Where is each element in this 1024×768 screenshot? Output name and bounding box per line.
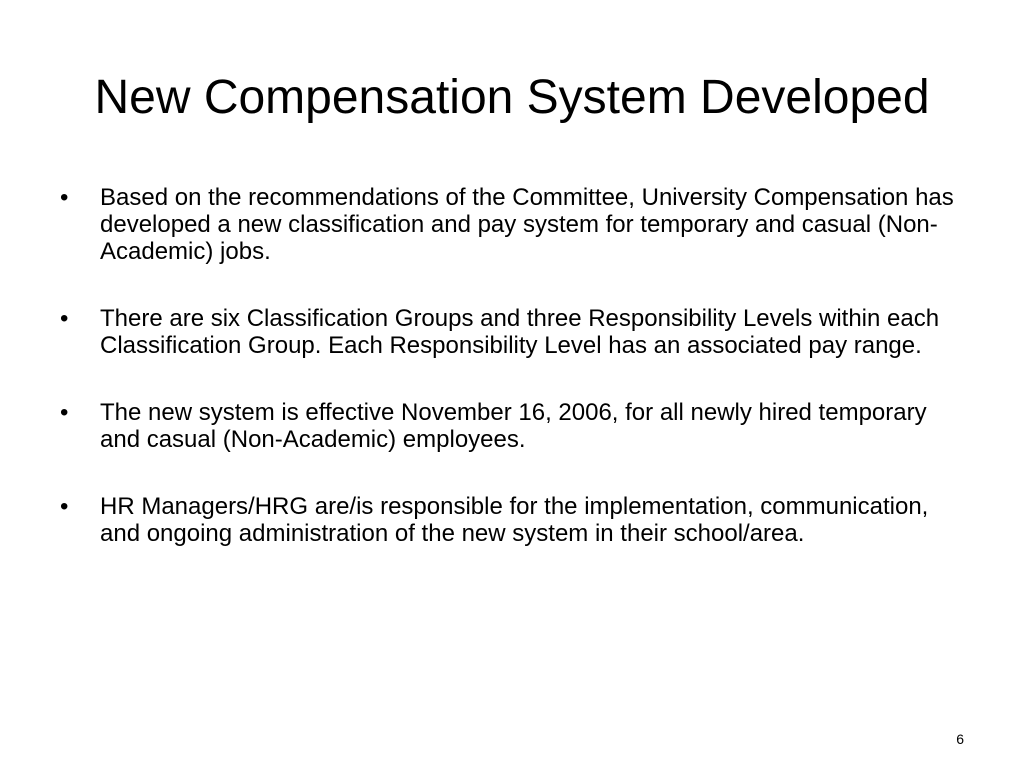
- bullet-symbol: •: [60, 305, 69, 332]
- bullet-symbol: •: [60, 184, 69, 211]
- bullet-symbol: •: [60, 399, 69, 426]
- bullet-item: [60, 305, 960, 359]
- slide-title: New Compensation System Developed: [94, 71, 930, 124]
- bullet-item: [60, 493, 960, 547]
- bullet-symbol: •: [60, 493, 69, 520]
- bullet-text: There are six Classification Groups and three Responsibility Levels within each Classification Group. Each Responsibility Level has an associated pay range.: [100, 305, 940, 359]
- bullet-list: [60, 184, 960, 547]
- bullet-item: [60, 184, 960, 265]
- bullet-item: [60, 399, 960, 453]
- bullet-text: HR Managers/HRG are/is responsible for the implementation, communication, and ongoing administration of the new system in their school/area.: [100, 493, 929, 547]
- bullet-text: Based on the recommendations of the Committee, University Compensation has developed a new classification and pay system for temporary and casual (Non-Academic) jobs.: [100, 184, 954, 265]
- bullet-text: The new system is effective November 16, 2006, for all newly hired temporary and casual (Non-Academic) employees.: [100, 399, 927, 453]
- slide-number: 6: [956, 731, 964, 747]
